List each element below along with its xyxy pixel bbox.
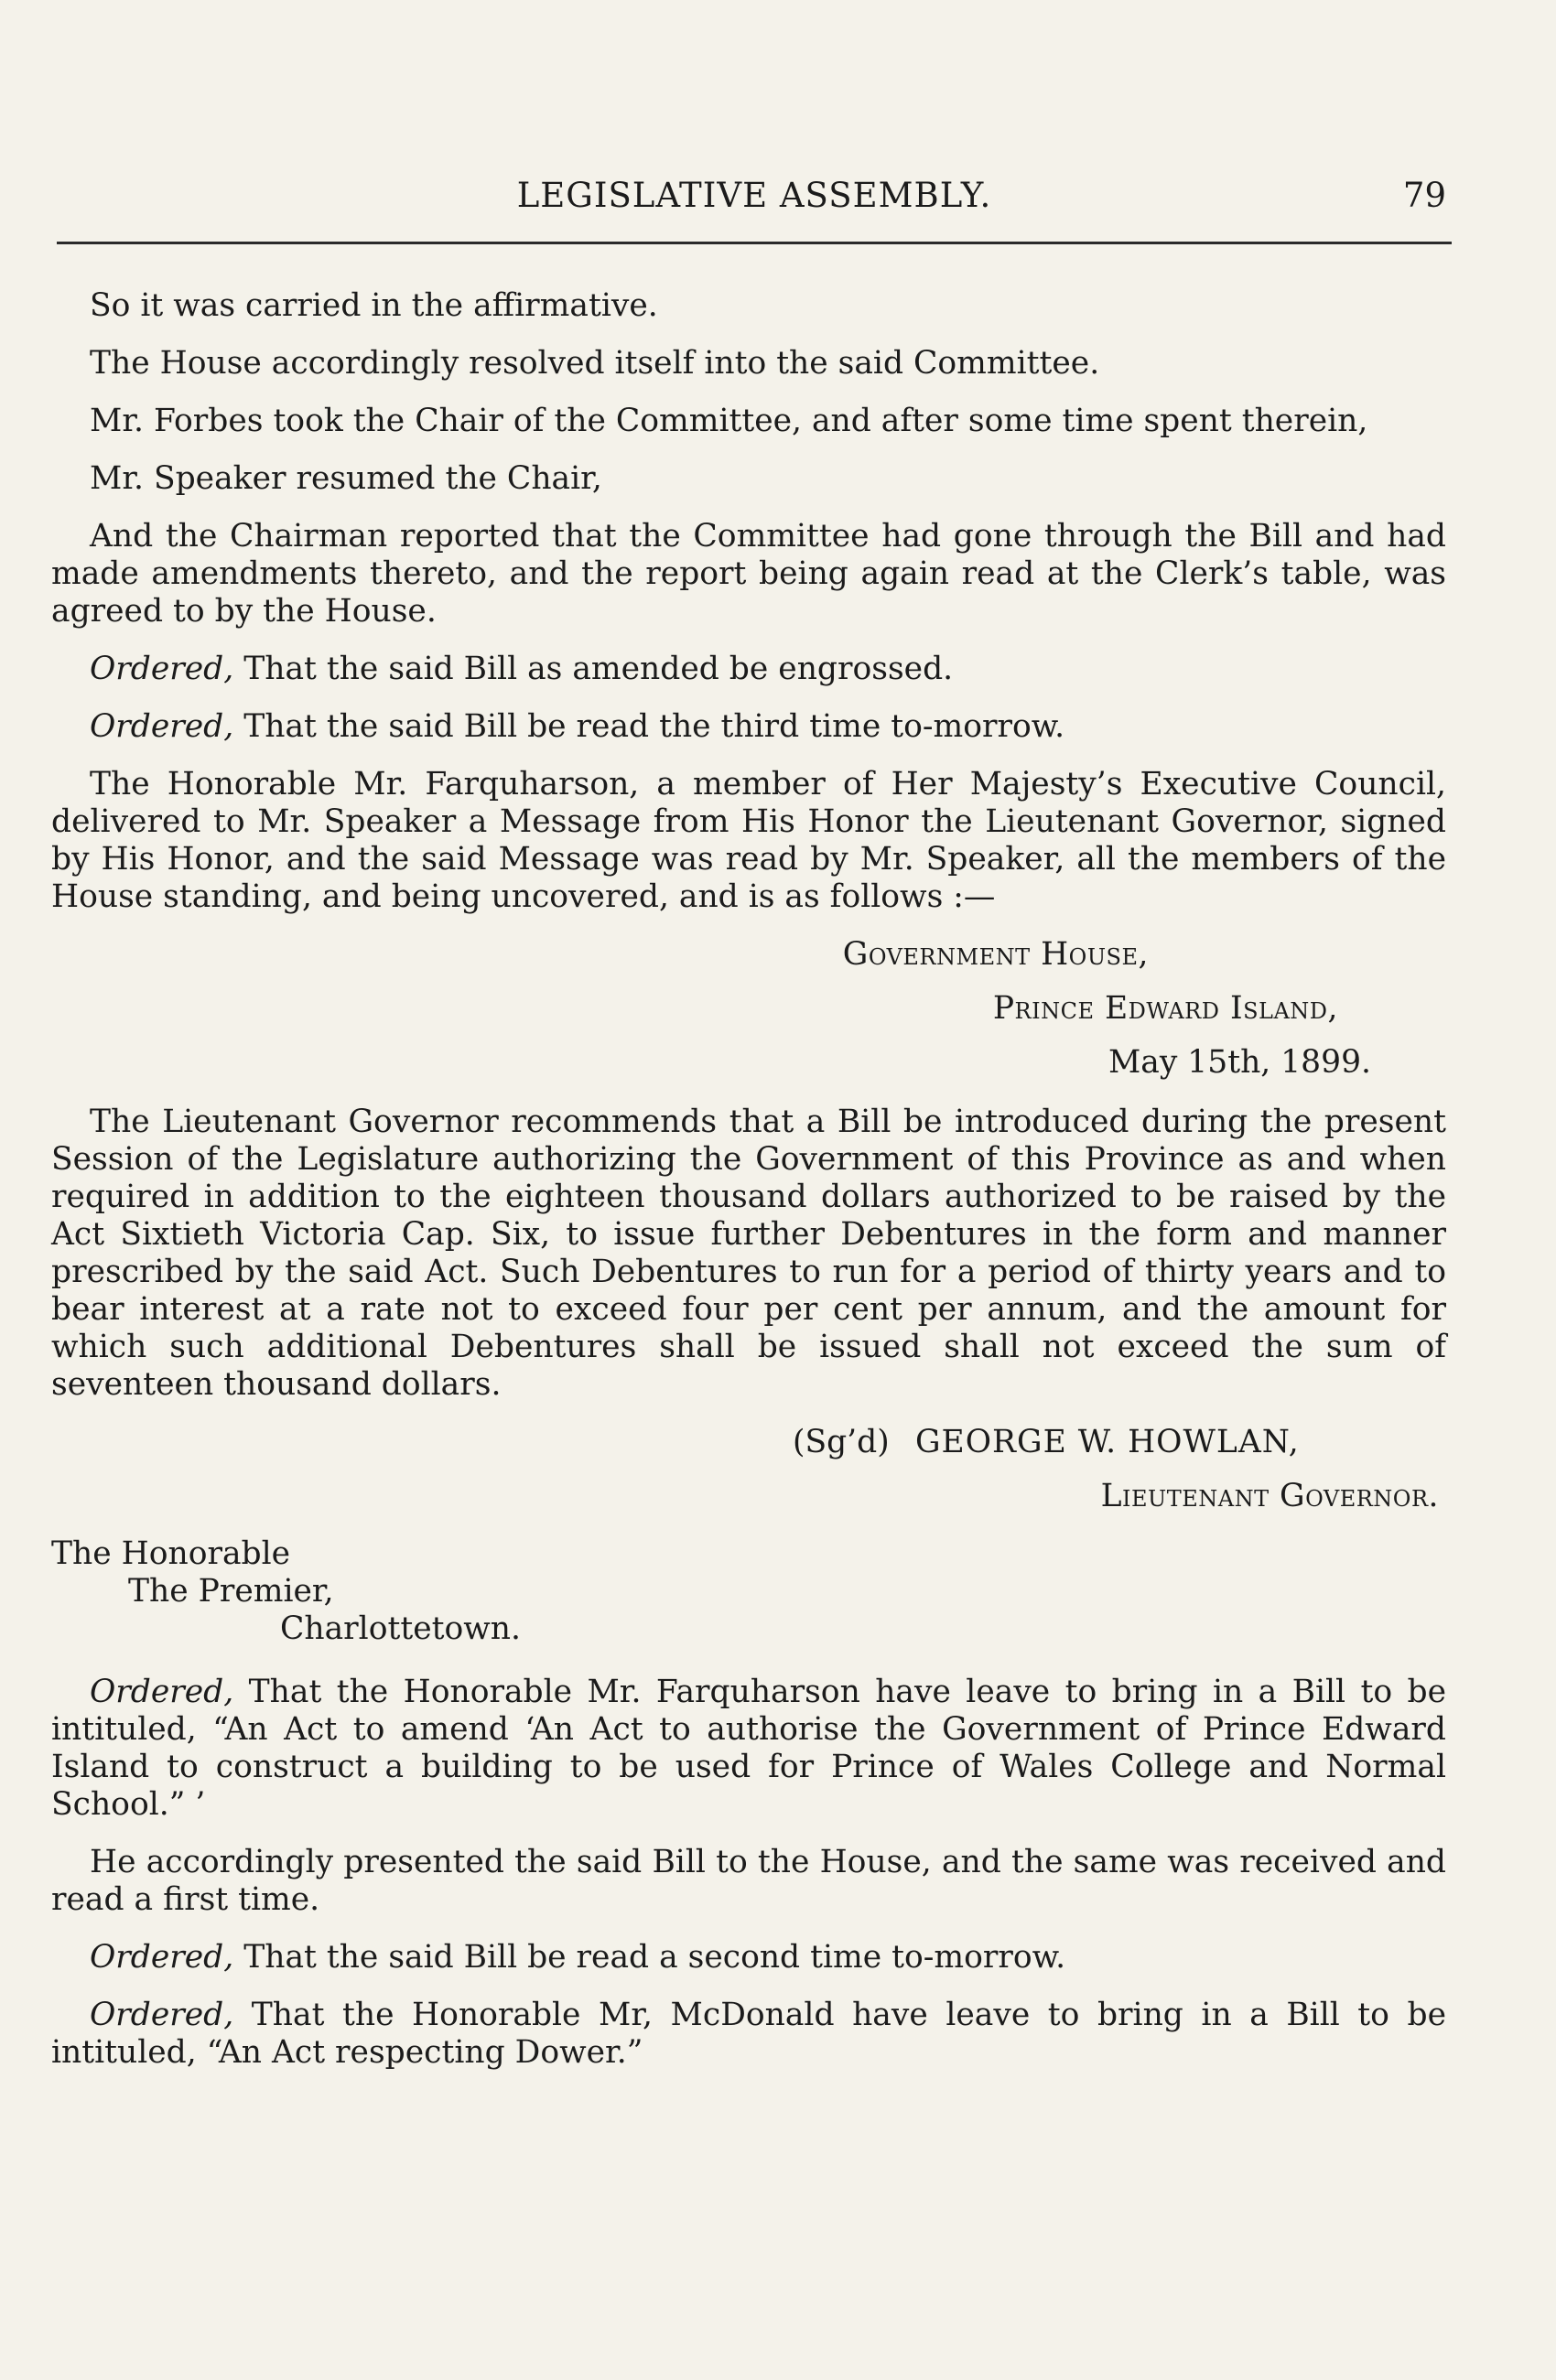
signed-mark: (Sg’d) <box>793 1424 890 1460</box>
page-header <box>51 176 1457 227</box>
message-date: May 15th, 1899. <box>1108 1044 1371 1081</box>
paragraph-ordered-second-reading <box>51 1939 1446 1976</box>
signature-block <box>51 1424 1446 1461</box>
ordered-label: Ordered, <box>90 1939 234 1976</box>
paragraph-speaker-resumed: Mr. Speaker resumed the Chair, <box>90 460 602 497</box>
paragraph-ordered-third-reading <box>51 708 1446 746</box>
message-address-line1: Government House, <box>842 936 1149 973</box>
ordered-label: Ordered, <box>90 1674 234 1710</box>
ordered-text: That the said Bill be read the third time to-morrow. <box>233 708 1065 745</box>
paragraph-ordered-engrossed <box>51 651 1446 688</box>
signer-title: Lieutenant Governor. <box>1100 1478 1439 1514</box>
paragraph-ordered-leave-farquharson <box>51 1674 1446 1824</box>
body-text <box>51 287 1446 2072</box>
addressee-line1: The Honorable <box>51 1535 291 1572</box>
paragraph-forbes-chair: Mr. Forbes took the Chair of the Committee, and after some time spent therein, <box>90 403 1368 439</box>
message-address-line2: Prince Edward Island, <box>992 990 1338 1027</box>
header-rule <box>57 242 1452 244</box>
page-number: 79 <box>1402 176 1446 215</box>
ordered-label: Ordered, <box>90 651 234 687</box>
ordered-label: Ordered, <box>90 1997 234 2033</box>
paragraph-bill-presented: He accordingly presented the said Bill to the House, and the same was received and read a first time. <box>51 1844 1446 1918</box>
paragraph-committee-resolved: The House accordingly resolved itself into the said Committee. <box>90 345 1100 382</box>
paragraph-chairman-report: And the Chairman reported that the Committee had gone through the Bill and had made amendments thereto, and the report being again read at the Clerk’s table, was agreed to by the House. <box>51 518 1446 630</box>
signer-name: GEORGE W. HOWLAN, <box>915 1424 1300 1460</box>
ordered-text: That the said Bill be read a second time to-morrow. <box>233 1939 1066 1976</box>
addressee-line2: The Premier, <box>128 1573 334 1610</box>
ordered-text: That the said Bill as amended be engrossed. <box>233 651 954 687</box>
addressee-line3: Charlottetown. <box>280 1610 521 1647</box>
governor-message <box>51 936 1446 1648</box>
ordered-text: That the Honorable Mr, McDonald have leave to bring in a Bill to be intituled, “An Act respecting Dower.” <box>51 1997 1446 2071</box>
running-title: LEGISLATIVE ASSEMBLY. <box>516 176 992 215</box>
paragraph-carried: So it was carried in the affirmative. <box>90 287 658 324</box>
ordered-text: That the Honorable Mr. Farquharson have leave to bring in a Bill to be intituled, “An Act to amend ‘An Act to authorise the Government of Prince Edward Island to construct a building to be used for Prince of Wales College and Normal School.” ’ <box>51 1674 1446 1823</box>
ordered-label: Ordered, <box>90 708 234 745</box>
message-text: The Lieutenant Governor recommends that a Bill be introduced during the present Session of the Legislature authorizing the Government of this Province as and when required in addition to the eighteen thousand dollars authorized to be raised by the Act Sixtieth Victoria Cap. Six, to issue further Debentures in the form and manner prescribed by the said Act. Such Debentures to run for a period of thirty years and to bear interest at a rate not to exceed four per cent per annum, and the amount for which such additional Debentures shall be issued shall not exceed the sum of seventeen thousand dollars. <box>51 1104 1446 1403</box>
paragraph-message-delivered: The Honorable Mr. Farquharson, a member of Her Majesty’s Executive Council, delivered to Mr. Speaker a Message from His Honor the Lieutenant Governor, signed by His Honor, and the said Message was read by Mr. Speaker, all the members of the House standing, and being uncovered, and is as follows :— <box>51 766 1446 915</box>
addressee-block <box>51 1535 1446 1648</box>
paragraph-ordered-leave-mcdonald <box>51 1997 1446 2072</box>
